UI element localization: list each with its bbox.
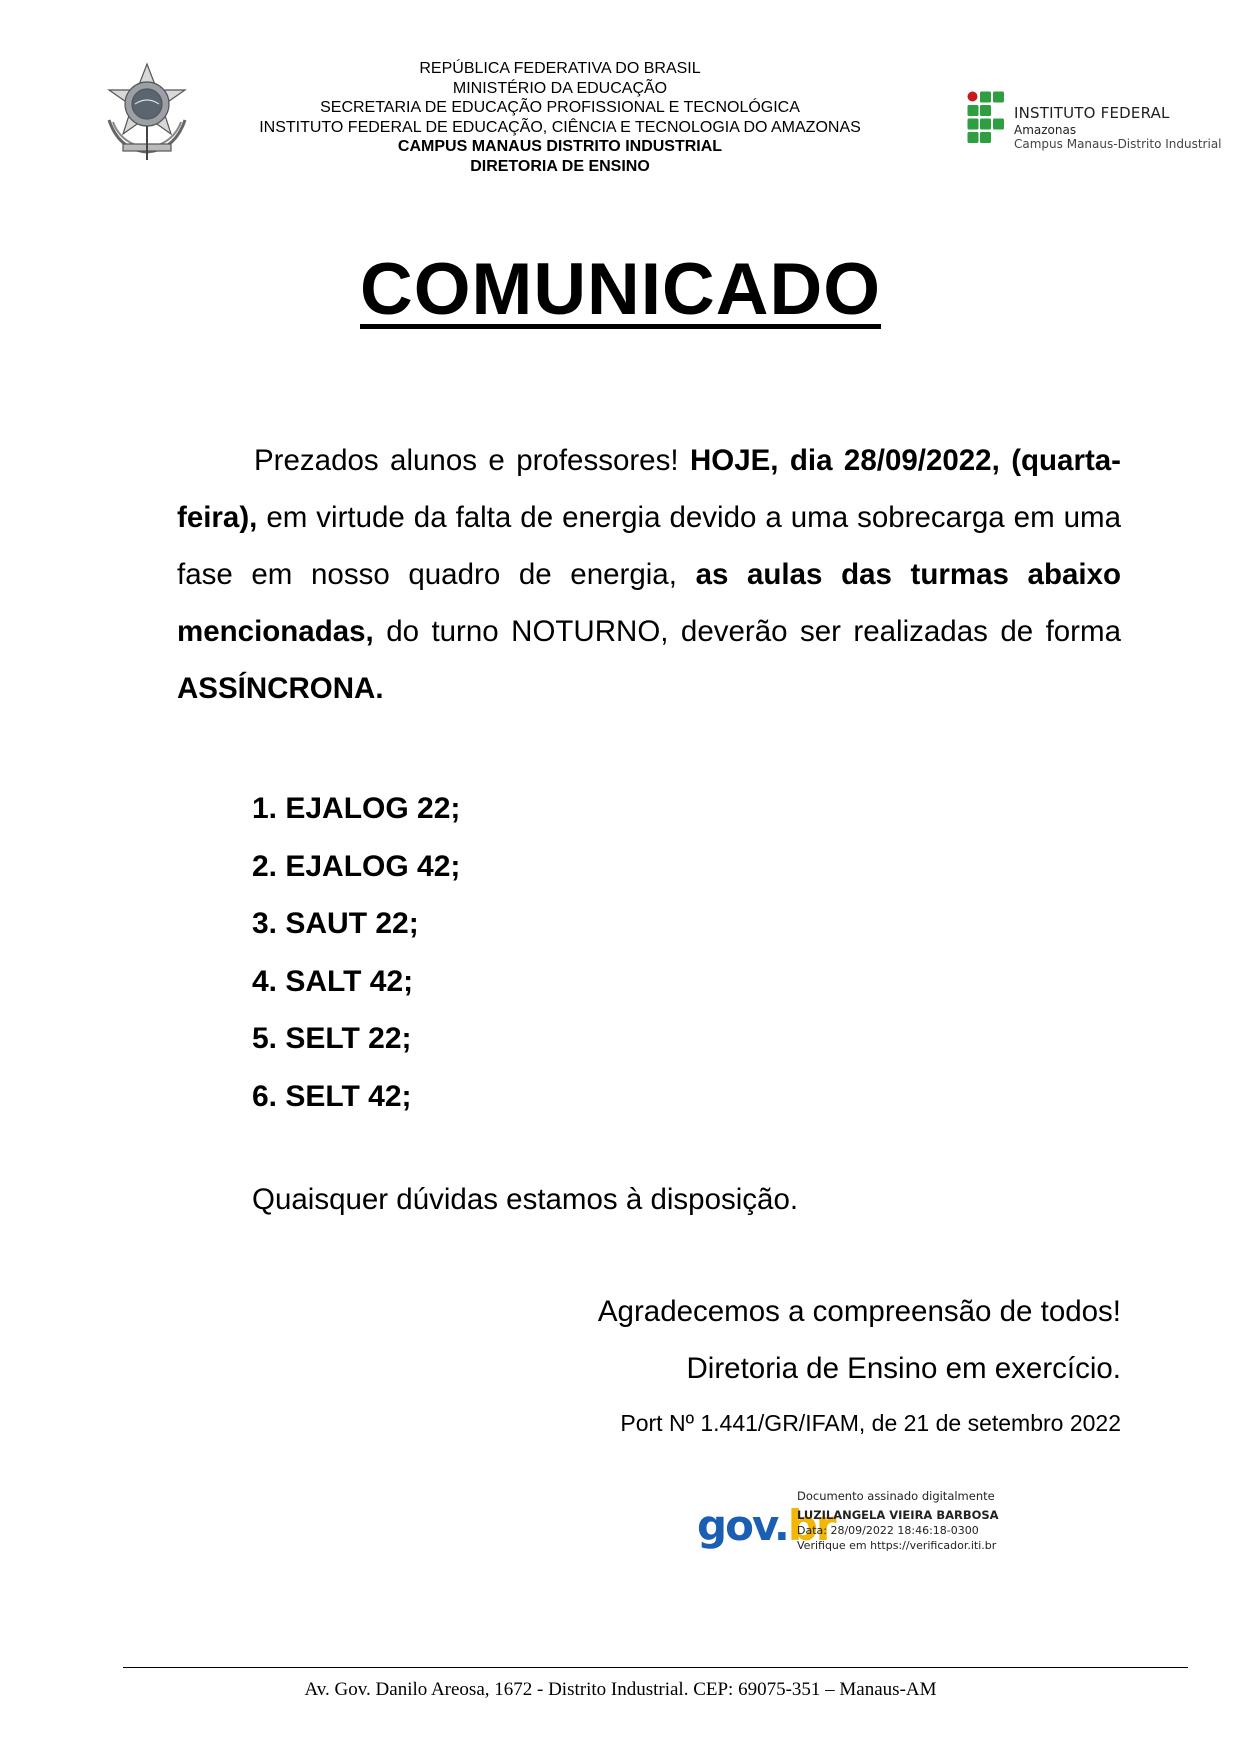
if-logo-title: INSTITUTO FEDERAL	[1014, 104, 1170, 122]
page-title	[0, 248, 1241, 331]
if-logo-grid-icon	[967, 91, 1007, 151]
header-diretoria: DIRETORIA DE ENSINO	[470, 157, 650, 175]
digital-signature-block	[797, 1489, 999, 1553]
header-line: INSTITUTO FEDERAL DE EDUCAÇÃO, CIÊNCIA E TECNOLOGIA DO AMAZONAS	[259, 118, 861, 136]
body-classes-bold: as aulas das turmas abaixo mencionadas,	[177, 558, 1122, 648]
header-line: MINISTÉRIO DA EDUCAÇÃO	[452, 79, 668, 97]
header-line: SECRETARIA DE EDUCAÇÃO PROFISSIONAL E TECNOLÓGICA	[320, 99, 800, 117]
list-item: 4. SALT 42;	[252, 964, 414, 998]
signature-verify: Verifique em https://verificador.iti.br	[797, 1539, 997, 1552]
list-item: 2. EJALOG 42;	[252, 849, 461, 883]
body-text-3: do turno NOTURNO, deverão ser realizadas de forma	[386, 615, 1121, 648]
if-logo-state: Amazonas	[1014, 123, 1077, 137]
header-line: REPÚBLICA FEDERATIVA DO BRASIL	[419, 60, 701, 77]
class-list	[252, 780, 460, 1125]
list-item: 5. SELT 22;	[252, 1022, 412, 1055]
body-async-bold: ASSÍNCRONA.	[177, 672, 384, 705]
brazil-coat-of-arms-icon	[95, 60, 199, 164]
body-paragraph	[177, 432, 1121, 717]
instituto-federal-logo	[967, 91, 1227, 151]
signature-date: Data: 28/09/2022 18:46:18-0300	[797, 1524, 979, 1537]
list-item: 1. EJALOG 22;	[252, 792, 461, 825]
if-logo-campus: Campus Manaus-Distrito Industrial	[1014, 137, 1222, 151]
thanks-text: Agradecemos a compreensão de todos!	[597, 1295, 1121, 1328]
signer-text: Diretoria de Ensino em exercício.	[686, 1352, 1121, 1385]
body-text-2: em virtude da falta de energia devido a uma sobrecarga em uma fase em nosso quadro de energia,	[177, 501, 1122, 591]
footer-address: Av. Gov. Danilo Areosa, 1672 - Distrito Industrial. CEP: 69075-351 – Manaus-AM	[304, 1679, 937, 1700]
header-institution	[200, 59, 920, 177]
portaria-text: Port Nº 1.441/GR/IFAM, de 21 de setembro 2022	[620, 1410, 1121, 1436]
gov-br-logo-br: br	[787, 1501, 835, 1550]
footer-divider	[123, 1667, 1188, 1668]
doubts-text: Quaisquer dúvidas estamos à disposição.	[252, 1183, 799, 1216]
list-item: 6. SELT 42;	[252, 1079, 412, 1113]
page-title-text: COMUNICADO	[360, 249, 881, 330]
gov-br-logo-dot: .	[773, 1501, 788, 1550]
list-item: 3. SAUT 22;	[252, 907, 419, 940]
signature-line: Documento assinado digitalmente	[797, 1489, 995, 1503]
signature-name: LUZILANGELA VIEIRA BARBOSA	[797, 1508, 999, 1522]
body-date-bold: HOJE, dia 28/09/2022, (quarta-feira),	[177, 444, 1121, 534]
body-text-1: Prezados alunos e professores!	[254, 444, 679, 477]
gov-br-logo-gov: gov	[697, 1501, 774, 1550]
header-campus: CAMPUS MANAUS DISTRITO INDUSTRIAL	[397, 138, 723, 156]
